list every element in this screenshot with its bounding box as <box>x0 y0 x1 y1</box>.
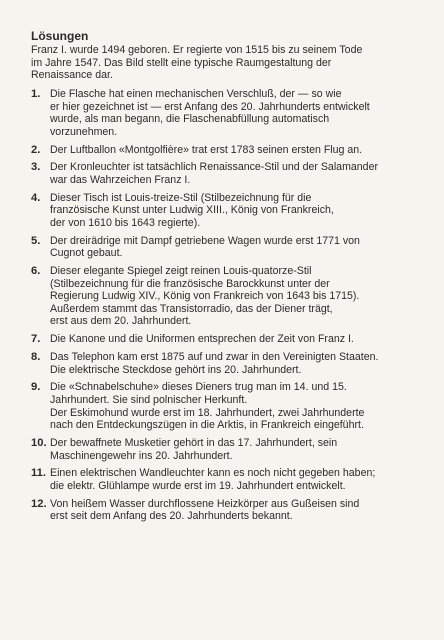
solution-text-line: Dieser Tisch ist Louis-treize-Stil (Stilbezeichnung für die <box>50 191 312 204</box>
solution-text-line: war das Wahrzeichen Franz I. <box>50 173 191 186</box>
solution-text-line: Die elektrische Steckdose gehört ins 20. Jahrhundert. <box>50 363 302 376</box>
solution-number: 1. <box>31 88 41 100</box>
solution-text-line: Der dreirädrige mit Dampf getriebene Wagen wurde erst 1771 von <box>50 234 360 247</box>
solution-text-line: Der Eskimohund wurde erst im 18. Jahrhundert, zwei Jahrhunderte <box>50 406 365 419</box>
solution-list <box>31 88 426 528</box>
solution-text-line: Jahrhundert. Sie sind polnischer Herkunft. <box>50 393 248 406</box>
solution-text-line: Maschinengewehr ins 20. Jahrhundert. <box>50 449 233 462</box>
solution-number: 9. <box>31 381 41 394</box>
solution-text-line: vorzunehmen. <box>50 125 118 138</box>
solution-text-line: Regierung Ludwig XIV., König von Frankreich von 1643 bis 1715). <box>50 290 360 303</box>
solution-text-line: die elektr. Glühlampe wurde erst im 19. Jahrhundert entwickelt. <box>50 479 346 492</box>
solution-text-line: Der Luftballon «Montgolfière» trat erst 1783 seinen ersten Flug an. <box>50 143 363 156</box>
page-heading: Lösungen <box>31 29 89 43</box>
solution-item <box>31 235 426 260</box>
solution-number: 11. <box>31 467 46 480</box>
solution-number: 2. <box>31 143 41 156</box>
intro-line: Renaissance dar. <box>31 69 113 82</box>
solution-text-line: französische Kunst unter Ludwig XIII., König von Frankreich, <box>50 204 334 217</box>
solution-item <box>31 333 426 346</box>
solution-item <box>31 88 426 138</box>
solution-item <box>31 351 426 376</box>
solution-item <box>31 498 426 523</box>
solution-item <box>31 161 426 186</box>
solution-item <box>31 437 426 462</box>
solution-number: 4. <box>31 191 41 204</box>
solution-item <box>31 192 426 230</box>
solution-number: 5. <box>31 234 41 247</box>
solution-text-line: Der Kronleuchter ist tatsächlich Renaissance-Stil und der Salamander <box>50 161 378 174</box>
solution-text-line: Außerdem stammt das Transistorradio, das der Diener trägt, <box>50 302 333 315</box>
solution-text-line: Von heißem Wasser durchflossene Heizkörper aus Gußeisen sind <box>50 497 360 510</box>
solution-number: 7. <box>31 333 41 346</box>
solution-item <box>31 265 426 328</box>
solution-number: 8. <box>31 351 41 363</box>
solution-number: 10. <box>31 436 47 449</box>
solution-text-line: er hier gezeichnet ist — erst Anfang des 20. Jahrhunderts entwickelt <box>50 100 370 113</box>
solution-text-line: Der bewaffnete Musketier gehört in das 17. Jahrhundert, sein <box>50 436 338 449</box>
solution-text-line: Dieser elegante Spiegel zeigt reinen Louis-quatorze-Stil <box>50 265 312 278</box>
solution-text-line: erst seit dem Anfang des 20. Jahrhunderts bekannt. <box>50 510 293 523</box>
intro-line: Franz I. wurde 1494 geboren. Er regierte von 1515 bis zu seinem Tode <box>31 44 363 56</box>
solution-text-line: Das Telephon kam erst 1875 auf und zwar in den Vereinigten Staaten. <box>50 351 379 363</box>
solution-text-line: Einen elektrischen Wandleuchter kann es noch nicht gegeben haben; <box>50 467 376 480</box>
solution-text-line: wurde, als man begann, die Flaschenabfüllung automatisch <box>50 113 330 126</box>
solution-text-line: Die Kanone und die Uniformen entsprechen der Zeit von Franz I. <box>50 333 354 346</box>
solution-text-line: Die «Schnabelschuhe» dieses Dieners trug man im 14. und 15. <box>50 381 347 394</box>
solution-item <box>31 467 426 492</box>
solution-text-line: der von 1610 bis 1643 regierte). <box>50 216 201 229</box>
solution-text-line: nach den Entdeckungszügen in die Arktis, in Frankreich eingeführt. <box>50 419 364 432</box>
solution-item <box>31 381 426 431</box>
solution-text-line: (Stilbezeichnung für die französische Barockkunst unter der <box>50 277 330 290</box>
intro-line: im Jahre 1547. Das Bild stellt eine typische Raumgestaltung der <box>31 56 332 69</box>
solution-item <box>31 144 426 157</box>
intro-paragraph <box>31 44 426 82</box>
solution-number: 6. <box>31 265 41 278</box>
solution-text-line: Cugnot gebaut. <box>50 247 123 260</box>
solution-text-line: erst aus dem 20. Jahrhundert. <box>50 315 192 328</box>
solution-number: 12. <box>31 497 47 510</box>
solution-text-line: Die Flasche hat einen mechanischen Verschluß, der — so wie <box>50 88 342 100</box>
solution-number: 3. <box>31 161 41 174</box>
